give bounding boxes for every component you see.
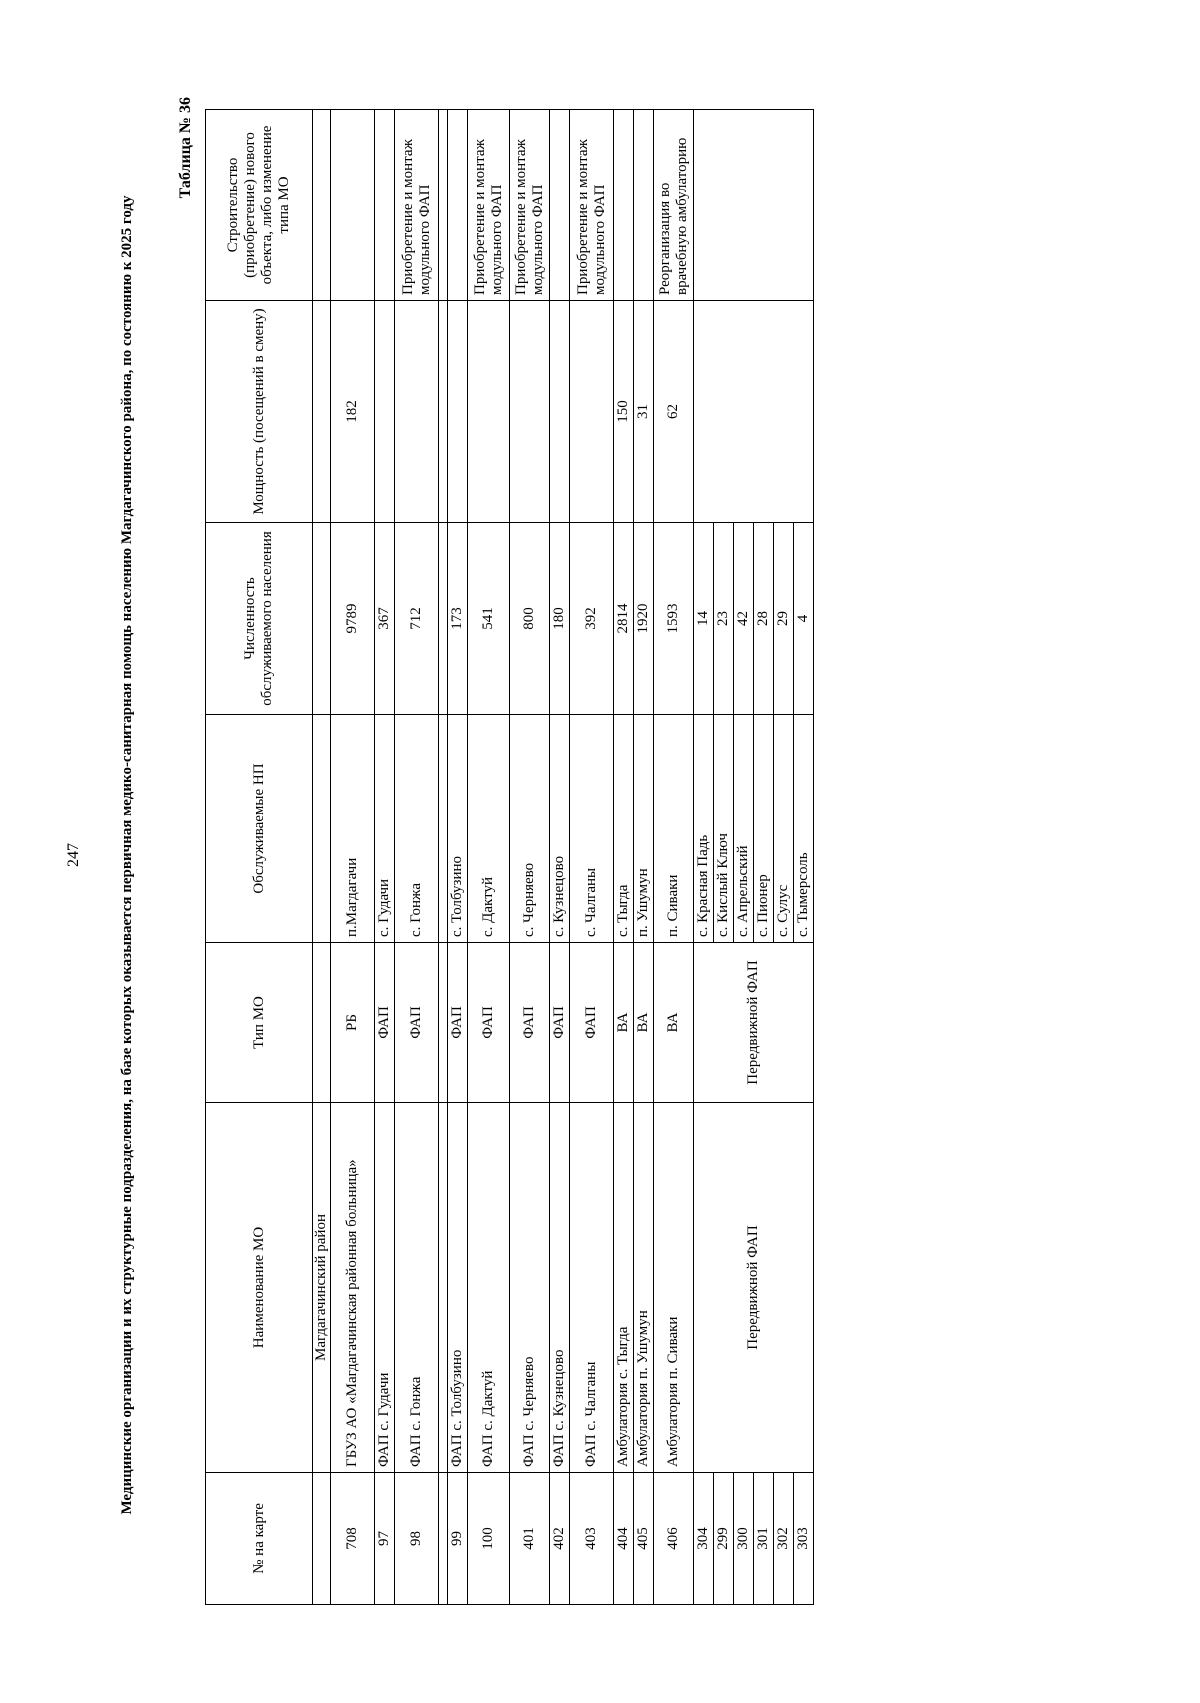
population-cell: 712 [395,523,439,715]
facility-type-cell: Передвижной ФАП [694,943,814,1103]
settlement-cell: с. Дактуй [468,715,510,943]
settlement-cell: с. Толбузино [448,715,468,943]
population-cell: 4 [794,523,814,715]
facility-name-cell: Передвижной ФАП [694,1103,814,1473]
facility-type-cell: ФАП [570,943,614,1103]
header-settlements: Обслуживаемые НП [206,715,313,943]
map-number-cell: 403 [570,1473,614,1605]
population-cell: 42 [734,523,754,715]
map-number-cell: 97 [375,1473,395,1605]
empty-cell [439,943,448,1103]
map-number-cell: 299 [714,1473,734,1605]
map-number-cell: 303 [794,1473,814,1605]
table-row [654,110,694,1605]
construction-cell: Приобретение и монтаж модульного ФАП [468,110,510,301]
capacity-cell [395,301,439,523]
construction-cell: Приобретение и монтаж модульного ФАП [510,110,550,301]
population-cell: 14 [694,523,714,715]
header-population: Численность обслуживаемого населения [206,523,313,715]
construction-cell: Реорганизация во врачебную амбулаторию [654,110,694,301]
construction-cell [375,110,395,301]
facility-name-cell: Амбулатория п. Ушумун [634,1103,654,1473]
header-type: Тип МО [206,943,313,1103]
facility-name-cell: ФАП с. Гудачи [375,1103,395,1473]
district-row [313,110,331,1605]
facility-type-cell: ФАП [468,943,510,1103]
map-number-cell: 401 [510,1473,550,1605]
facility-type-cell: ВА [634,943,654,1103]
capacity-cell: 150 [614,301,634,523]
settlement-cell: п. Сиваки [654,715,694,943]
capacity-cell [468,301,510,523]
capacity-cell: 62 [654,301,694,523]
table-row [395,110,439,1605]
population-cell: 29 [774,523,794,715]
capacity-cell [510,301,550,523]
population-cell: 1920 [634,523,654,715]
page-number: 247 [65,843,82,867]
capacity-cell [375,301,395,523]
facility-name-cell: Амбулатория п. Сиваки [654,1103,694,1473]
settlement-cell: с. Пионер [754,715,774,943]
settlement-cell: с. Гудачи [375,715,395,943]
population-cell: 541 [468,523,510,715]
facility-name-cell: ГБУЗ АО «Магдагачинская районная больница» [331,1103,375,1473]
empty-cell [439,110,448,301]
facility-type-cell: ФАП [448,943,468,1103]
construction-cell: Приобретение и монтаж модульного ФАП [395,110,439,301]
settlement-cell: с. Гонжа [395,715,439,943]
facility-name-cell: ФАП с. Кузнецово [550,1103,570,1473]
facility-name-cell: ФАП с. Черняево [510,1103,550,1473]
map-number-cell: 405 [634,1473,654,1605]
facility-type-cell: ФАП [550,943,570,1103]
settlement-cell: с. Тыгда [614,715,634,943]
empty-cell [439,1103,448,1473]
facility-name-cell: Амбулатория с. Тыгда [614,1103,634,1473]
map-number-cell: 302 [774,1473,794,1605]
facilities-table [205,109,814,1605]
settlement-cell: п.Магдагачи [331,715,375,943]
construction-cell [331,110,375,301]
table-row [510,110,550,1605]
facility-type-cell: ВА [654,943,694,1103]
capacity-cell [570,301,614,523]
table-row [614,110,634,1605]
map-number-cell: 100 [468,1473,510,1605]
population-cell: 800 [510,523,550,715]
table-row [550,110,570,1605]
capacity-cell: 182 [331,301,375,523]
map-number-cell: 404 [614,1473,634,1605]
settlement-cell: с. Кузнецово [550,715,570,943]
map-number-cell: 406 [654,1473,694,1605]
table-body [313,110,814,1605]
capacity-cell [550,301,570,523]
map-number-cell: 708 [331,1473,375,1605]
header-name: Наименование МО [206,1103,313,1473]
mobile-fap-row [694,110,714,1605]
rotated-content [65,85,1025,1625]
settlement-cell: с. Тымерсоль [794,715,814,943]
settlement-cell: с. Черняево [510,715,550,943]
spacer-row [439,110,448,1605]
settlement-cell: с. Апрельский [734,715,754,943]
construction-cell [694,110,814,301]
header-capacity: Мощность (посещений в смену) [206,301,313,523]
population-cell: 392 [570,523,614,715]
map-number-cell: 99 [448,1473,468,1605]
population-cell: 23 [714,523,734,715]
population-cell: 28 [754,523,774,715]
facility-name-cell: ФАП с. Гонжа [395,1103,439,1473]
empty-cell [439,301,448,523]
facility-type-cell: ФАП [375,943,395,1103]
map-number-cell: 402 [550,1473,570,1605]
facility-name-cell: ФАП с. Толбузино [448,1103,468,1473]
construction-cell [550,110,570,301]
settlement-cell: п. Ушумун [634,715,654,943]
population-cell: 173 [448,523,468,715]
district-name: Магдагачинский район [313,1103,331,1473]
population-cell: 180 [550,523,570,715]
construction-cell [448,110,468,301]
table-row [468,110,510,1605]
construction-cell [614,110,634,301]
facility-type-cell: РБ [331,943,375,1103]
population-cell: 9789 [331,523,375,715]
table-row [570,110,614,1605]
district-num-cell [313,1473,331,1605]
document-title: Медицинские организации и их структурные подразделения, на базе которых оказывается первичная медико-санитарная помощь населению Магдагачинского района, по состоянию к 2025 году [119,195,135,1515]
table-header-row [206,110,313,1605]
facility-name-cell: ФАП с. Дактуй [468,1103,510,1473]
header-construction: Строительство (приобретение) нового объекта, либо изменение типа МО [206,110,313,301]
facility-type-cell: ФАП [395,943,439,1103]
header-num: № на карте [206,1473,313,1605]
facility-name-cell: ФАП с. Чалганы [570,1103,614,1473]
map-number-cell: 300 [734,1473,754,1605]
settlement-cell: с. Сулус [774,715,794,943]
facility-type-cell: ВА [614,943,634,1103]
population-cell: 1593 [654,523,694,715]
population-cell: 2814 [614,523,634,715]
capacity-cell [448,301,468,523]
empty-cell [439,715,448,943]
empty-cell [439,523,448,715]
table-row [375,110,395,1605]
empty-cell [439,1473,448,1605]
settlement-cell: с. Кислый Ключ [714,715,734,943]
map-number-cell: 98 [395,1473,439,1605]
table-row [634,110,654,1605]
capacity-cell [694,301,814,523]
map-number-cell: 301 [754,1473,774,1605]
construction-cell: Приобретение и монтаж модульного ФАП [570,110,614,301]
population-cell: 367 [375,523,395,715]
settlement-cell: с. Чалганы [570,715,614,943]
capacity-cell: 31 [634,301,654,523]
construction-cell [634,110,654,301]
facility-type-cell: ФАП [510,943,550,1103]
settlement-cell: с. Красная Падь [694,715,714,943]
table-row [448,110,468,1605]
map-number-cell: 304 [694,1473,714,1605]
table-row [331,110,375,1605]
table-caption: Таблица № 36 [177,97,194,199]
